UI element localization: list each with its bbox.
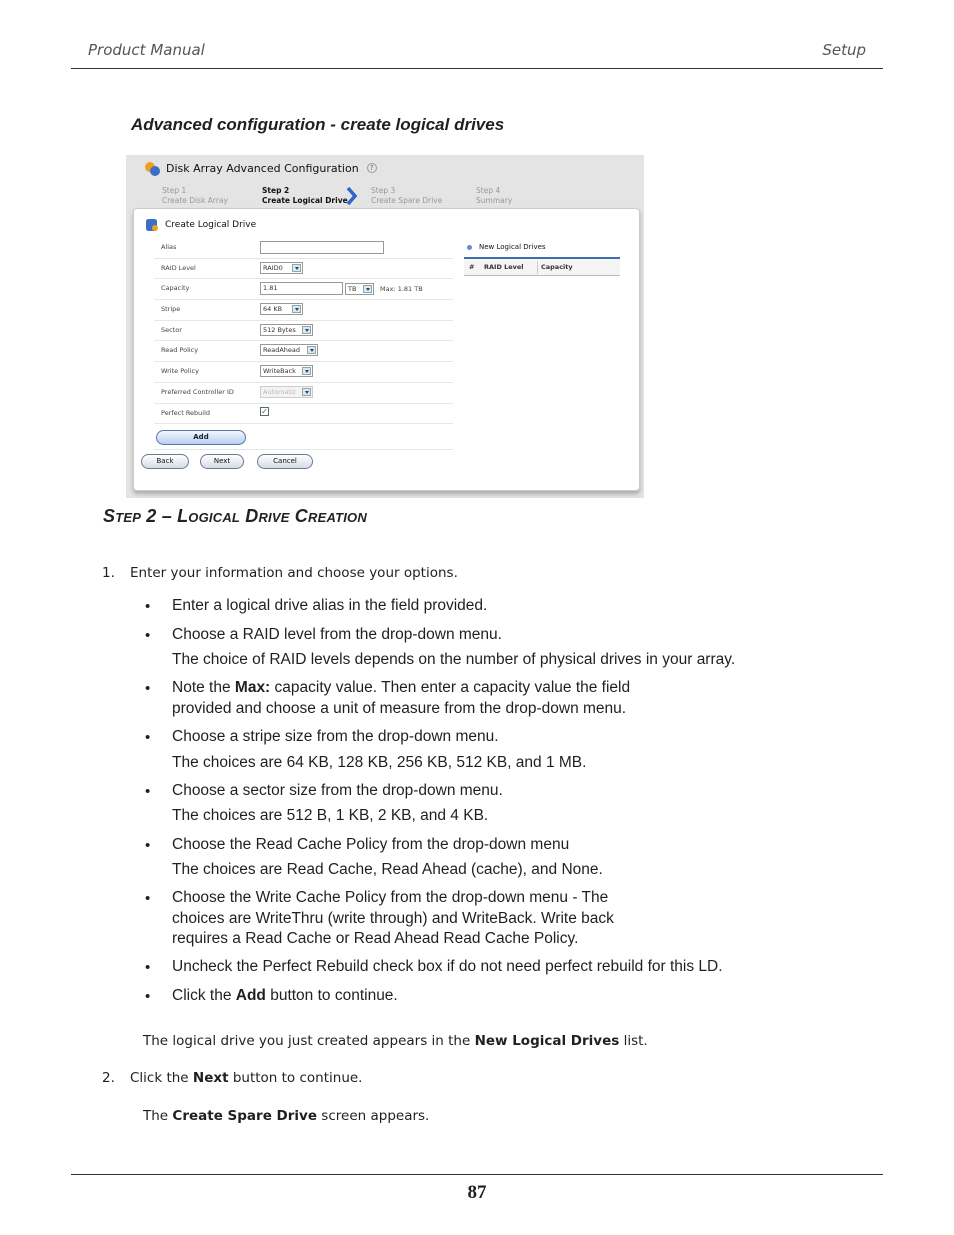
panel-title: Create Logical Drive [165,220,257,230]
header-right: Setup [822,41,866,59]
wizard-step-3[interactable]: Step 3 Create Spare Drive [371,186,443,205]
bullet-max-capacity-line2: provided and choose a unit of measure from the drop-down menu. [172,700,627,717]
add-row [154,424,453,450]
bullet-write-policy-line3: requires a Read Cache or Read Ahead Read Cache Policy. [172,930,579,947]
bullet-write-policy-line2: choices are WriteThru (write through) and WriteBack. Write back [172,910,614,927]
add-button[interactable]: Add [156,430,246,445]
perfect-rebuild-checkbox[interactable]: ✓ [261,406,268,416]
screenshot-disk-array-config [126,155,644,498]
controller-row: Preferred Controller ID Automatic [154,383,453,404]
step-1-text: Enter your information and choose your options. [130,565,458,581]
bullet-read-policy-note: The choices are Read Cache, Read Ahead (cache), and None. [172,861,603,878]
step-1-number: 1. [102,565,115,581]
new-logical-drives-list [464,241,620,276]
header-left: Product Manual [88,41,205,59]
bullet-stripe: Choose a stripe size from the drop-down menu. [172,728,499,745]
write-policy-row: Write Policy WriteBack [154,362,453,383]
chevron-down-icon [307,346,316,354]
chevron-down-icon [302,326,311,334]
read-policy-select[interactable]: ReadAhead [260,344,318,356]
bullet: • [145,680,151,697]
result-new-logical-drives: The logical drive you just created appears in the New Logical Drives list. [143,1033,648,1049]
screenshot-title-row [144,158,377,178]
bullet: • [145,837,151,854]
next-button[interactable]: Next [200,454,244,469]
wizard-step-4[interactable]: Step 4 Summary [476,186,513,205]
capacity-unit-select[interactable]: TB [345,283,374,295]
sector-select[interactable]: 512 Bytes [260,324,313,336]
bullet-perfect-rebuild: Uncheck the Perfect Rebuild check box if do not need perfect rebuild for this LD. [172,958,723,975]
bullet-read-policy: Choose the Read Cache Policy from the drop-down menu [172,836,570,853]
chevron-down-icon [292,264,301,272]
figure-caption: Advanced configuration - create logical drives [131,115,505,134]
bullet: • [145,783,151,800]
raid-level-row: RAID Level RAID0 [154,259,453,280]
bullet: • [145,729,151,746]
sector-row: Sector 512 Bytes [154,321,453,342]
logical-drive-form [154,238,453,450]
bullet-sector: Choose a sector size from the drop-down menu. [172,782,503,799]
section-heading: Step 2 – Logical Drive Creation [103,506,367,526]
bullet-alias: Enter a logical drive alias in the field provided. [172,597,488,614]
bullet-max-capacity: Note the Max: capacity value. Then enter a capacity value the field [172,679,631,696]
bullet-sector-note: The choices are 512 B, 1 KB, 2 KB, and 4 KB. [172,807,489,824]
bullet: • [145,890,151,907]
create-logical-drive-panel [133,208,640,491]
disk-array-icon [144,160,160,176]
result-create-spare-drive: The Create Spare Drive screen appears. [143,1108,430,1124]
bullet: • [145,627,151,644]
raid-level-select[interactable]: RAID0 [260,262,303,274]
new-logical-drives-title: New Logical Drives [479,243,546,251]
capacity-input[interactable]: 1.81 [260,282,343,295]
wizard-step-1[interactable]: Step 1 Create Disk Array [162,186,228,205]
chevron-down-icon [363,285,372,293]
max-capacity-text: Max: 1.81 TB [380,284,423,293]
bullet-icon [467,245,472,250]
cancel-button[interactable]: Cancel [257,454,313,469]
alias-input[interactable] [260,241,384,254]
bullet-raid-note: The choice of RAID levels depends on the number of physical drives in your array. [172,651,736,668]
footer-rule [71,1174,883,1175]
page-number: 87 [467,1182,487,1203]
stripe-row: Stripe 64 KB [154,300,453,321]
bullet-write-policy: Choose the Write Cache Policy from the drop-down menu - The [172,889,609,906]
read-policy-row: Read Policy ReadAhead [154,341,453,362]
wizard-step-2[interactable]: Step 2 Create Logical Drive [262,186,348,205]
capacity-row: Capacity 1.81 TB Max: 1.81 TB [154,279,453,300]
header-rule [71,68,883,69]
bullet: • [145,598,151,615]
screenshot-title: Disk Array Advanced Configuration [166,161,359,175]
perfect-rebuild-row: Perfect Rebuild ✓ [154,404,453,425]
bullet-add: Click the Add button to continue. [172,987,398,1004]
stripe-select[interactable]: 64 KB [260,303,303,315]
chevron-down-icon [302,388,311,396]
step-2-number: 2. [102,1070,115,1086]
chevron-down-icon [292,305,301,313]
logical-drive-icon [146,219,157,231]
preferred-controller-select[interactable]: Automatic [260,386,313,398]
write-policy-select[interactable]: WriteBack [260,365,313,377]
chevron-right-icon [345,185,359,207]
panel-header [146,219,256,231]
bullet: • [145,959,151,976]
alias-row: Alias [154,238,453,259]
step-2-text: Click the Next button to continue. [130,1070,363,1086]
bullet-raid: Choose a RAID level from the drop-down menu. [172,626,502,643]
new-logical-drives-header: # RAID Level Capacity [464,259,620,276]
help-icon[interactable]: ? [367,163,377,173]
chevron-down-icon [302,367,311,375]
bullet-stripe-note: The choices are 64 KB, 128 KB, 256 KB, 512 KB, and 1 MB. [172,754,587,771]
bullet: • [145,988,151,1005]
back-button[interactable]: Back [141,454,189,469]
